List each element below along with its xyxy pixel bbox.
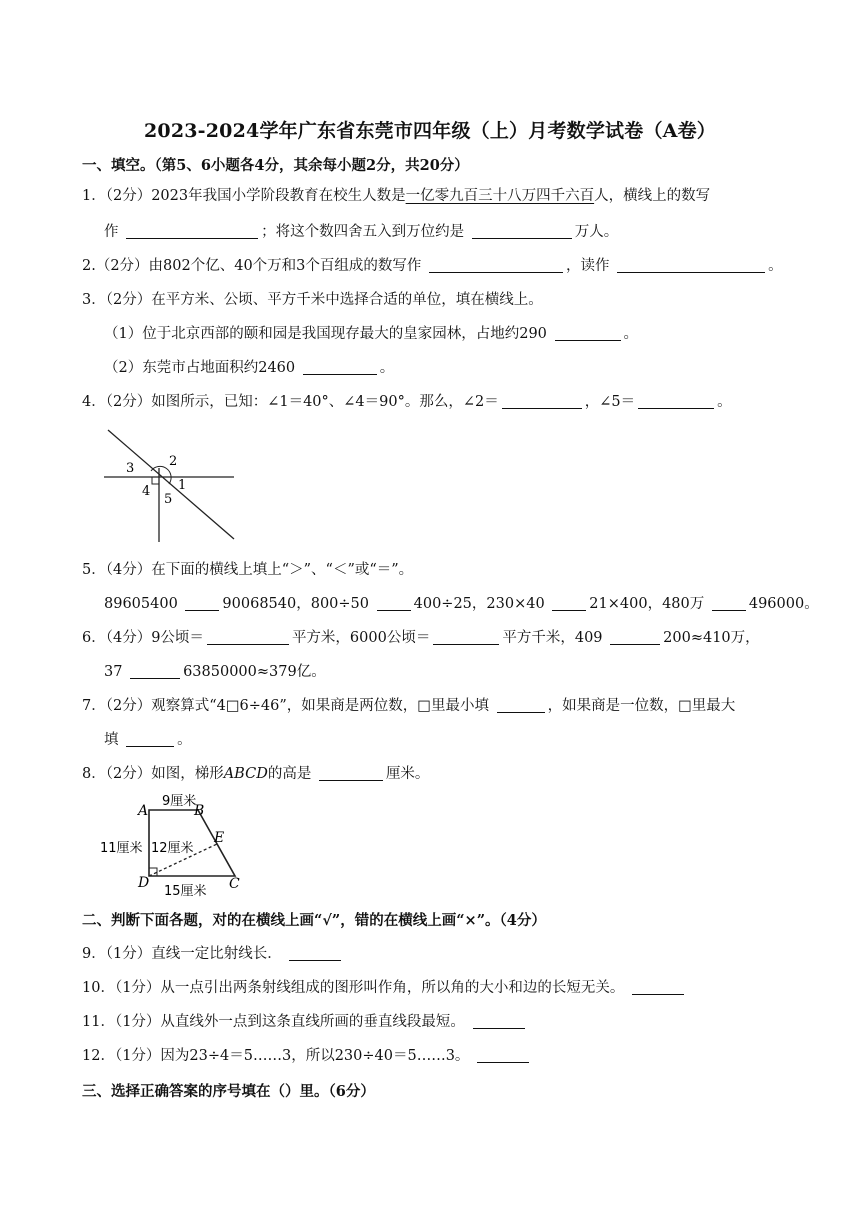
answer-blank[interactable] xyxy=(555,325,621,341)
answer-blank[interactable] xyxy=(472,223,572,239)
question-2 xyxy=(82,256,783,276)
q6-text-c: 平方千米，409 xyxy=(502,630,603,646)
answer-blank[interactable] xyxy=(617,257,765,273)
q10-text: 10．（1分）从一点引出两条射线组成的图形叫作角，所以角的大小和边的长短无关。 xyxy=(82,980,625,996)
answer-blank[interactable] xyxy=(185,595,219,611)
question-3: 3．（2分）在平方米、公顷、平方千米中选择合适的单位，填在横线上。 xyxy=(82,292,543,308)
angles-figure xyxy=(100,428,238,544)
q8-text-c: 厘米。 xyxy=(385,766,430,782)
question-3-part-2 xyxy=(104,358,394,378)
vertex-label-b: B xyxy=(194,803,205,819)
q5-b4: 21×400，480万 xyxy=(589,596,705,612)
answer-blank[interactable] xyxy=(497,697,545,713)
question-4 xyxy=(82,392,732,412)
vertex-label-a: A xyxy=(138,803,149,819)
q8-text-b: 的高是 xyxy=(267,766,312,782)
q2-text-c: 。 xyxy=(768,258,783,274)
q5-b3: 400÷25，230×40 xyxy=(413,596,545,612)
question-5: 5．（4分）在下面的横线上填上“＞”、“＜”或“＝”。 xyxy=(82,562,414,578)
question-9 xyxy=(82,944,344,964)
q12-text: 12．（1分）因为23÷4＝5……3，所以230÷40＝5……3。 xyxy=(82,1048,470,1064)
q6-text-d: 200≈410万， xyxy=(663,630,760,646)
page-title: 2023-2024学年广东省东莞市四年级（上）月考数学试卷（A卷） xyxy=(144,120,716,142)
answer-blank[interactable] xyxy=(207,629,289,645)
q3-p2-text: （2）东莞市占地面积约2460 xyxy=(104,360,296,376)
q5-b5: 496000。 xyxy=(748,596,819,612)
answer-blank[interactable] xyxy=(289,945,341,961)
answer-blank[interactable] xyxy=(610,629,660,645)
q6-text-a: 6．（4分）9公顷＝ xyxy=(82,630,204,646)
left-length-label: 11厘米 xyxy=(100,841,143,856)
question-7-cont xyxy=(104,730,192,750)
q1-text-a: 1．（2分）2023年我国小学阶段教育在校生人数是 xyxy=(82,188,406,204)
answer-blank[interactable] xyxy=(126,731,174,747)
q4-text-b: ，∠5＝ xyxy=(584,394,636,410)
q9-text: 9．（1分）直线一定比射线长． xyxy=(82,946,282,962)
q7-text-b: ，如果商是一位数，□里最大 xyxy=(547,698,736,714)
q1-underlined-number: 一亿零九百三十八万四千六百 xyxy=(405,188,595,204)
q6-text-e: 37 xyxy=(104,664,123,680)
q2-text-b: ，读作 xyxy=(566,258,610,274)
question-1-cont xyxy=(104,222,618,242)
q5-b2: 90068540，800÷50 xyxy=(222,596,370,612)
question-6-cont xyxy=(104,662,326,682)
question-11 xyxy=(82,1012,528,1032)
q6-text-f: 63850000≈379亿。 xyxy=(183,664,326,680)
answer-blank[interactable] xyxy=(473,1013,525,1029)
question-1 xyxy=(82,186,710,206)
answer-blank[interactable] xyxy=(632,979,684,995)
top-length-label: 9厘米 xyxy=(162,794,197,809)
vertex-label-c: C xyxy=(229,876,240,892)
answer-blank[interactable] xyxy=(502,393,582,409)
answer-blank[interactable] xyxy=(477,1047,529,1063)
q4-text-c: 。 xyxy=(717,394,732,410)
q5-b1: 89605400 xyxy=(104,596,178,612)
question-5-items xyxy=(104,594,819,614)
q8-text-a: 8．（2分）如图，梯形 xyxy=(82,766,224,782)
q7-text-a: 7．（2分）观察算式“4□6÷46”，如果商是两位数，□里最小填 xyxy=(82,698,489,714)
q1-text-e: 万人。 xyxy=(574,224,619,240)
answer-blank[interactable] xyxy=(130,663,180,679)
angle-label-3: 3 xyxy=(126,461,135,476)
answer-blank[interactable] xyxy=(319,765,383,781)
q1-text-d: ；将这个数四舍五入到万位约是 xyxy=(261,224,465,240)
question-8 xyxy=(82,764,429,784)
q11-text: 11．（1分）从直线外一点到这条直线所画的垂直线段最短。 xyxy=(82,1014,465,1030)
q6-text-b: 平方米，6000公顷＝ xyxy=(291,630,431,646)
question-12 xyxy=(82,1046,532,1066)
q3-p1-text: （1）位于北京西部的颐和园是我国现存最大的皇家园林，占地约290 xyxy=(104,326,547,342)
q2-text-a: 2.（2分）由802个亿、40个万和3个百组成的数写作 xyxy=(82,258,422,274)
section-1-heading: 一、填空。（第5、6小题各4分，其余每小题2分，共20分） xyxy=(82,157,469,174)
angle-label-2: 2 xyxy=(169,454,178,469)
vertex-label-d: D xyxy=(138,875,150,891)
section-3-heading: 三、选择正确答案的序号填在（）里。（6分） xyxy=(82,1083,375,1100)
trapezoid-figure xyxy=(98,788,244,900)
q7-text-d: 。 xyxy=(177,732,192,748)
q1-text-b: 人，横线上的数写 xyxy=(594,188,711,204)
answer-blank[interactable] xyxy=(552,595,586,611)
q7-text-c: 填 xyxy=(104,732,119,748)
question-10 xyxy=(82,978,687,998)
angle-label-1: 1 xyxy=(178,478,187,493)
point-label-e: E xyxy=(214,830,225,846)
bottom-length-label: 15厘米 xyxy=(164,884,207,899)
answer-blank[interactable] xyxy=(638,393,714,409)
height-length-label: 12厘米 xyxy=(151,841,194,856)
question-7 xyxy=(82,696,735,716)
q1-text-c: 作 xyxy=(104,224,119,240)
question-3-part-1 xyxy=(104,324,638,344)
answer-blank[interactable] xyxy=(126,223,258,239)
section-2-heading: 二、判断下面各题，对的在横线上画“√”，错的在横线上画“×”。（4分） xyxy=(82,912,546,929)
answer-blank[interactable] xyxy=(712,595,746,611)
answer-blank[interactable] xyxy=(303,359,377,375)
angle-label-5: 5 xyxy=(164,492,173,507)
q3-p2-end: 。 xyxy=(379,360,395,376)
answer-blank[interactable] xyxy=(433,629,499,645)
q3-p1-end: 。 xyxy=(623,326,639,342)
answer-blank[interactable] xyxy=(429,257,563,273)
question-6 xyxy=(82,628,760,648)
answer-blank[interactable] xyxy=(377,595,411,611)
q8-trapezoid-name: ABCD xyxy=(223,766,268,782)
angle-label-4: 4 xyxy=(142,484,151,499)
q4-text-a: 4．（2分）如图所示，已知：∠1＝40°、∠4＝90°。那么，∠2＝ xyxy=(82,394,499,410)
